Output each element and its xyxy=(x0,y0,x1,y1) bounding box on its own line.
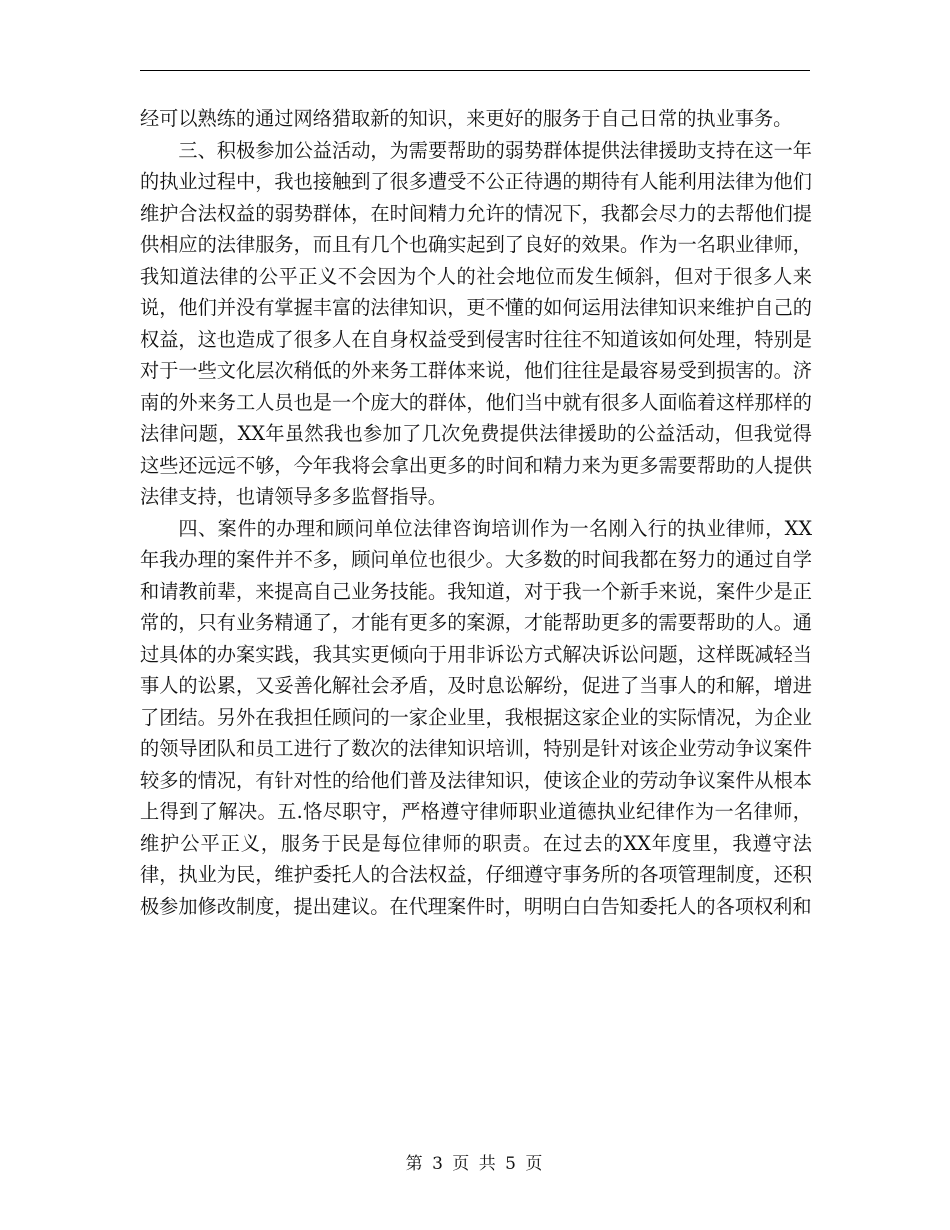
paragraph-section-four: 四、案件的办理和顾问单位法律咨询培训作为一名刚入行的执业律师，XX年我办理的案件并不多，顾问单位也很少。大多数的时间我都在努力的通过自学和请教前辈，来提高自己业务技能。我知道，对于我一个新手来说，案件少是正常的，只有业务精通了，才能有更多的案源，才能帮助更多的需要帮助的人。通过具体的办案实践，我其实更倾向于用非诉讼方式解决诉讼问题，这样既减轻当事人的讼累，又妥善化解社会矛盾，及时息讼解纷，促进了当事人的和解，增进了团结。另外在我担任顾问的一家企业里，我根据这家企业的实际情况，为企业的领导团队和员工进行了数次的法律知识培训，特别是针对该企业劳动争议案件较多的情况，有针对性的给他们普及法律知识，使该企业的劳动争议案件从根本上得到了解决。五.恪尽职守，严格遵守律师职业道德执业纪律作为一名律师，维护公平正义，服务于民是每位律师的职责。在过去的XX年度里，我遵守法律，执业为民，维护委托人的合法权益，仔细遵守事务所的各项管理制度，还积极参加修改制度，提出建议。在代理案件时，明明白白告知委托人的各项权利和 xyxy=(140,516,812,918)
header-rule xyxy=(140,70,810,71)
paragraph-section-three: 三、积极参加公益活动，为需要帮助的弱势群体提供法律援助支持在这一年的执业过程中，我也接触到了很多遭受不公正待遇的期待有人能利用法律为他们维护合法权益的弱势群体，在时间精力允许的情况下，我都会尽力的去帮他们提供相应的法律服务，而且有几个也确实起到了良好的效果。作为一名职业律师，我知道法律的公平正义不会因为个人的社会地位而发生倾斜，但对于很多人来说，他们并没有掌握丰富的法律知识，更不懂的如何运用法律知识来维护自己的权益，这也造成了很多人在自身权益受到侵害时往往不知道该如何处理，特别是对于一些文化层次稍低的外来务工群体来说，他们往往是最容易受到损害的。济南的外来务工人员也是一个庞大的群体，他们当中就有很多人面临着这样那样的法律问题，XX年虽然我也参加了几次免费提供法律援助的公益活动，但我觉得这些还远远不够，今年我将会拿出更多的时间和精力来为更多需要帮助的人提供法律支持，也请领导多多监督指导。 xyxy=(140,138,812,508)
page-number-footer: 第 3 页 共 5 页 xyxy=(405,1154,545,1174)
paragraph-continuation: 经可以熟练的通过网络猎取新的知识，来更好的服务于自己日常的执业事务。 xyxy=(140,107,793,130)
document-body xyxy=(140,103,812,922)
